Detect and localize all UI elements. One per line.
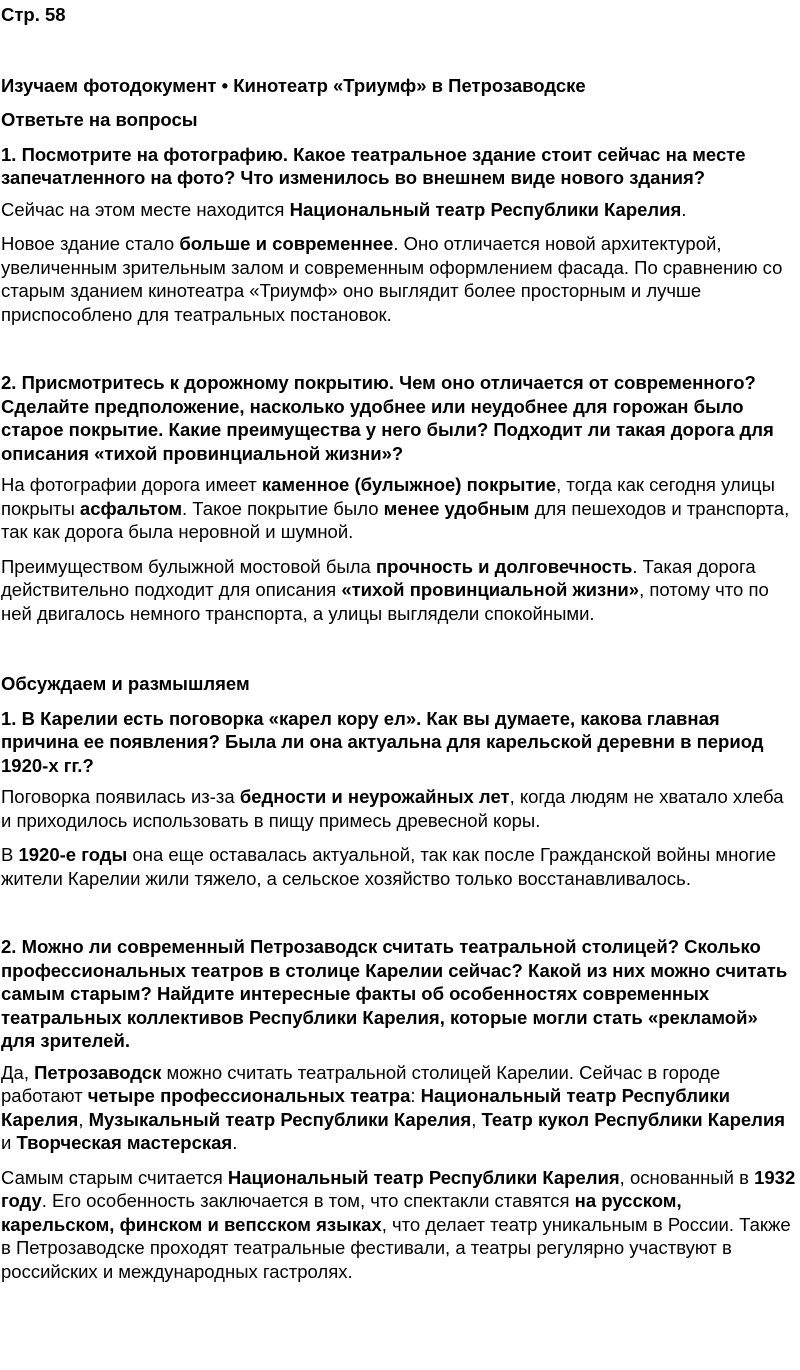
page-number: Стр. 58	[1, 4, 66, 25]
answer-2-2-paragraph-1: Да, Петрозаводск можно считать театральной столицей Карелии. Сейчас в городе работают четыре профессиональных театра: Национальный театр Республики Карелия, Музыкальный театр Республики Карелия, Театр кукол Республики Карелия и Творческая мастерская.	[1, 1061, 786, 1153]
answer-1-1-paragraph-2: Новое здание стало больше и современнее. Оно отличается новой архитектурой, увеличенным зрительным залом и современным оформлением фасада. По сравнению со старым зданием кинотеатра «Триумф» оно выглядит более просторным и лучше приспособлено для театральных постановок.	[1, 233, 783, 325]
question-2-1: 1. В Карелии есть поговорка «карел кору ел». Как вы думаете, какова главная причина ее появления? Была ли она актуальна для карельской деревни в период 1920-х гг.?	[1, 707, 764, 776]
section-subtitle-answer-questions: Ответьте на вопросы	[1, 109, 198, 130]
section-title-photo-document: Изучаем фотодокумент • Кинотеатр «Триумф» в Петрозаводске	[1, 74, 586, 96]
answer-1-2-paragraph-1: На фотографии дорога имеет каменное (булыжное) покрытие, тогда как сегодня улицы покрыты асфальтом. Такое покрытие было менее удобным для пешеходов и транспорта, так как дорога была неровной и шумной.	[1, 474, 790, 542]
question-1-1: 1. Посмотрите на фотографию. Какое театральное здание стоит сейчас на месте запечатленного на фото? Что изменилось во внешнем виде нового здания?	[1, 143, 746, 188]
answer-2-2-paragraph-2: Самым старым считается Национальный театр Республики Карелия, основанный в 1932 году. Его особенность заключается в том, что спектакли ставятся на русском, карельском, финском и вепсском языках, что делает театр уникальным в России. Также в Петрозаводске проходят театральные фестивали, а театры регулярно участвуют в российских и международных гастролях.	[1, 1166, 796, 1282]
answer-1-1-paragraph-1: Сейчас на этом месте находится Национальный театр Республики Карелия.	[1, 198, 687, 220]
section-title-discuss: Обсуждаем и размышляем	[1, 673, 250, 694]
answer-2-1-paragraph-1: Поговорка появилась из-за бедности и неурожайных лет, когда людям не хватало хлеба и приходилось использовать в пищу примесь древесной коры.	[1, 786, 784, 831]
question-1-2: 2. Присмотритесь к дорожному покрытию. Чем оно отличается от современного? Сделайте предположение, насколько удобнее или неудобнее для горожан было старое покрытие. Какие преимущества у него были? Подходит ли такая дорога для описания «тихой провинциальной жизни»?	[1, 372, 774, 464]
question-2-2: 2. Можно ли современный Петрозаводск считать театральной столицей? Сколько профессиональных театров в столице Карелии сейчас? Какой из них можно считать самым старым? Найдите интересные факты об особенностях современных театральных коллективов Республики Карелия, которые могли стать «рекламой» для зрителей.	[1, 936, 788, 1051]
answer-2-1-paragraph-2: В 1920-е годы она еще оставалась актуальной, так как после Гражданской войны многие жители Карелии жили тяжело, а сельское хозяйство только восстанавливалось.	[1, 844, 776, 889]
answer-1-2-paragraph-2: Преимуществом булыжной мостовой была прочность и долговечность. Такая дорога действительно подходит для описания «тихой провинциальной жизни», потому что по ней двигалось немного транспорта, а улицы выглядели спокойными.	[1, 555, 769, 624]
